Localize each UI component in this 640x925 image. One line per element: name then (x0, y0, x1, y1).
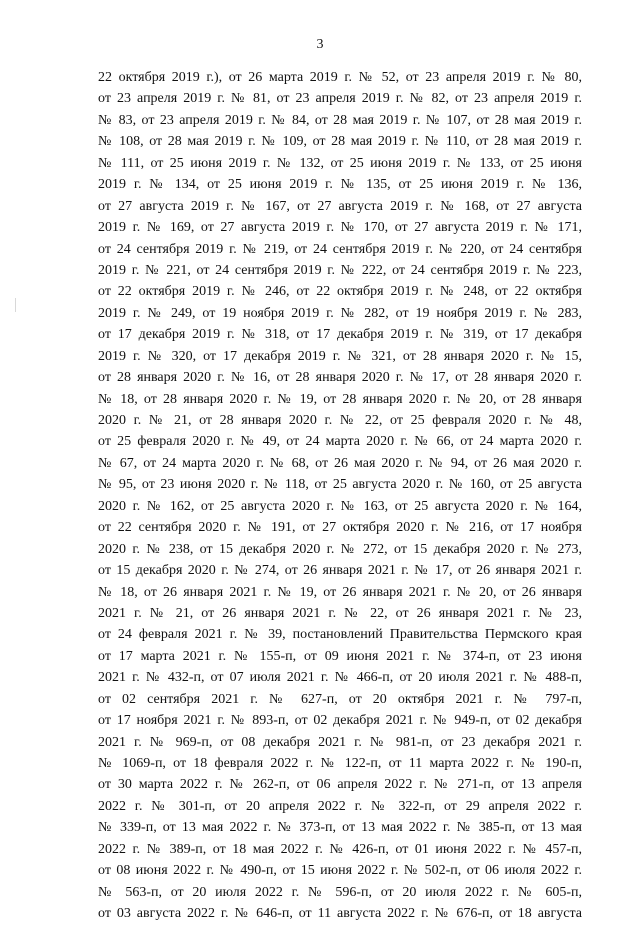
text-line: от 08 июня 2022 г. № 490-п, от 15 июня 2022 г. № 502-п, от 06 июля 2022 г. (98, 863, 582, 879)
text-line: № 95, от 23 июня 2020 г. № 118, от 25 августа 2020 г. № 160, от 25 августа (98, 477, 582, 493)
text-line: № 111, от 25 июня 2019 г. № 132, от 25 июня 2019 г. № 133, от 25 июня (98, 155, 582, 171)
text-line: от 24 февраля 2021 г. № 39, постановлений Правительства Пермского края (98, 627, 582, 643)
text-line: от 23 апреля 2019 г. № 81, от 23 апреля 2019 г. № 82, от 23 апреля 2019 г. (98, 91, 582, 107)
text-line: от 03 августа 2022 г. № 646-п, от 11 августа 2022 г. № 676-п, от 18 августа (98, 906, 582, 922)
text-line: 2020 г. № 21, от 28 января 2020 г. № 22, от 25 февраля 2020 г. № 48, (98, 413, 582, 428)
text-line: 22 октября 2019 г.), от 26 марта 2019 г. № 52, от 23 апреля 2019 г. № 80, (98, 70, 582, 85)
text-line: 2021 г. № 969-п, от 08 декабря 2021 г. № 981-п, от 23 декабря 2021 г. (98, 734, 582, 750)
text-line: № 108, от 28 мая 2019 г. № 109, от 28 мая 2019 г. № 110, от 28 мая 2019 г. (98, 134, 582, 150)
text-line: от 02 сентября 2021 г. № 627-п, от 20 октября 2021 г. № 797-п, (98, 691, 582, 707)
text-line: 2022 г. № 301-п, от 20 апреля 2022 г. № 322-п, от 29 апреля 2022 г. (98, 798, 582, 814)
text-line: 2020 г. № 238, от 15 декабря 2020 г. № 272, от 15 декабря 2020 г. № 273, (98, 541, 582, 557)
text-line: от 17 марта 2021 г. № 155-п, от 09 июня 2021 г. № 374-п, от 23 июня (98, 648, 582, 664)
text-line: от 17 ноября 2021 г. № 893-п, от 02 декабря 2021 г. № 949-п, от 02 декабря (98, 713, 582, 729)
text-line: № 18, от 28 января 2020 г. № 19, от 28 января 2020 г. № 20, от 28 января (98, 391, 582, 407)
text-line: от 22 сентября 2020 г. № 191, от 27 октября 2020 г. № 216, от 17 ноября (98, 520, 582, 536)
text-line: № 67, от 24 марта 2020 г. № 68, от 26 мая 2020 г. № 94, от 26 мая 2020 г. (98, 455, 582, 471)
text-line: от 15 декабря 2020 г. № 274, от 26 января 2021 г. № 17, от 26 января 2021 г. (98, 563, 582, 579)
page-number: 3 (316, 37, 324, 52)
text-line: № 339-п, от 13 мая 2022 г. № 373-п, от 13 мая 2022 г. № 385-п, от 13 мая (98, 820, 582, 836)
text-line: от 28 января 2020 г. № 16, от 28 января 2020 г. № 17, от 28 января 2020 г. (98, 370, 582, 386)
text-line: 2019 г. № 169, от 27 августа 2019 г. № 170, от 27 августа 2019 г. № 171, (98, 220, 582, 236)
text-line: № 563-п, от 20 июля 2022 г. № 596-п, от 20 июля 2022 г. № 605-п, (98, 884, 582, 900)
text-line: 2019 г. № 249, от 19 ноября 2019 г. № 282, от 19 ноября 2019 г. № 283, (98, 305, 582, 321)
margin-mark (15, 298, 16, 312)
text-line: 2019 г. № 221, от 24 сентября 2019 г. № 222, от 24 сентября 2019 г. № 223, (98, 262, 582, 278)
text-line: 2021 г. № 432-п, от 07 июля 2021 г. № 466-п, от 20 июля 2021 г. № 488-п, (98, 670, 582, 686)
text-line: от 30 марта 2022 г. № 262-п, от 06 апреля 2022 г. № 271-п, от 13 апреля (98, 777, 582, 793)
text-line: 2020 г. № 162, от 25 августа 2020 г. № 163, от 25 августа 2020 г. № 164, (98, 498, 582, 514)
text-line: № 18, от 26 января 2021 г. № 19, от 26 января 2021 г. № 20, от 26 января (98, 584, 582, 600)
text-line: 2019 г. № 134, от 25 июня 2019 г. № 135, от 25 июня 2019 г. № 136, (98, 177, 582, 193)
text-line: 2021 г. № 21, от 26 января 2021 г. № 22, от 26 января 2021 г. № 23, (98, 605, 582, 621)
text-line: от 22 октября 2019 г. № 246, от 22 октября 2019 г. № 248, от 22 октября (98, 284, 582, 300)
text-line: от 17 декабря 2019 г. № 318, от 17 декабря 2019 г. № 319, от 17 декабря (98, 327, 582, 343)
text-line: 2022 г. № 389-п, от 18 мая 2022 г. № 426-п, от 01 июня 2022 г. № 457-п, (98, 841, 582, 857)
text-line: 2019 г. № 320, от 17 декабря 2019 г. № 321, от 28 января 2020 г. № 15, (98, 348, 582, 364)
text-line: № 1069-п, от 18 февраля 2022 г. № 122-п, от 11 марта 2022 г. № 190-п, (98, 756, 582, 771)
text-line: от 24 сентября 2019 г. № 219, от 24 сентября 2019 г. № 220, от 24 сентября (98, 241, 582, 257)
text-line: от 27 августа 2019 г. № 167, от 27 августа 2019 г. № 168, от 27 августа (98, 198, 582, 214)
text-line: от 25 февраля 2020 г. № 49, от 24 марта 2020 г. № 66, от 24 марта 2020 г. (98, 434, 582, 450)
body-text (98, 67, 582, 925)
text-line: № 83, от 23 апреля 2019 г. № 84, от 28 мая 2019 г. № 107, от 28 мая 2019 г. (98, 112, 582, 128)
